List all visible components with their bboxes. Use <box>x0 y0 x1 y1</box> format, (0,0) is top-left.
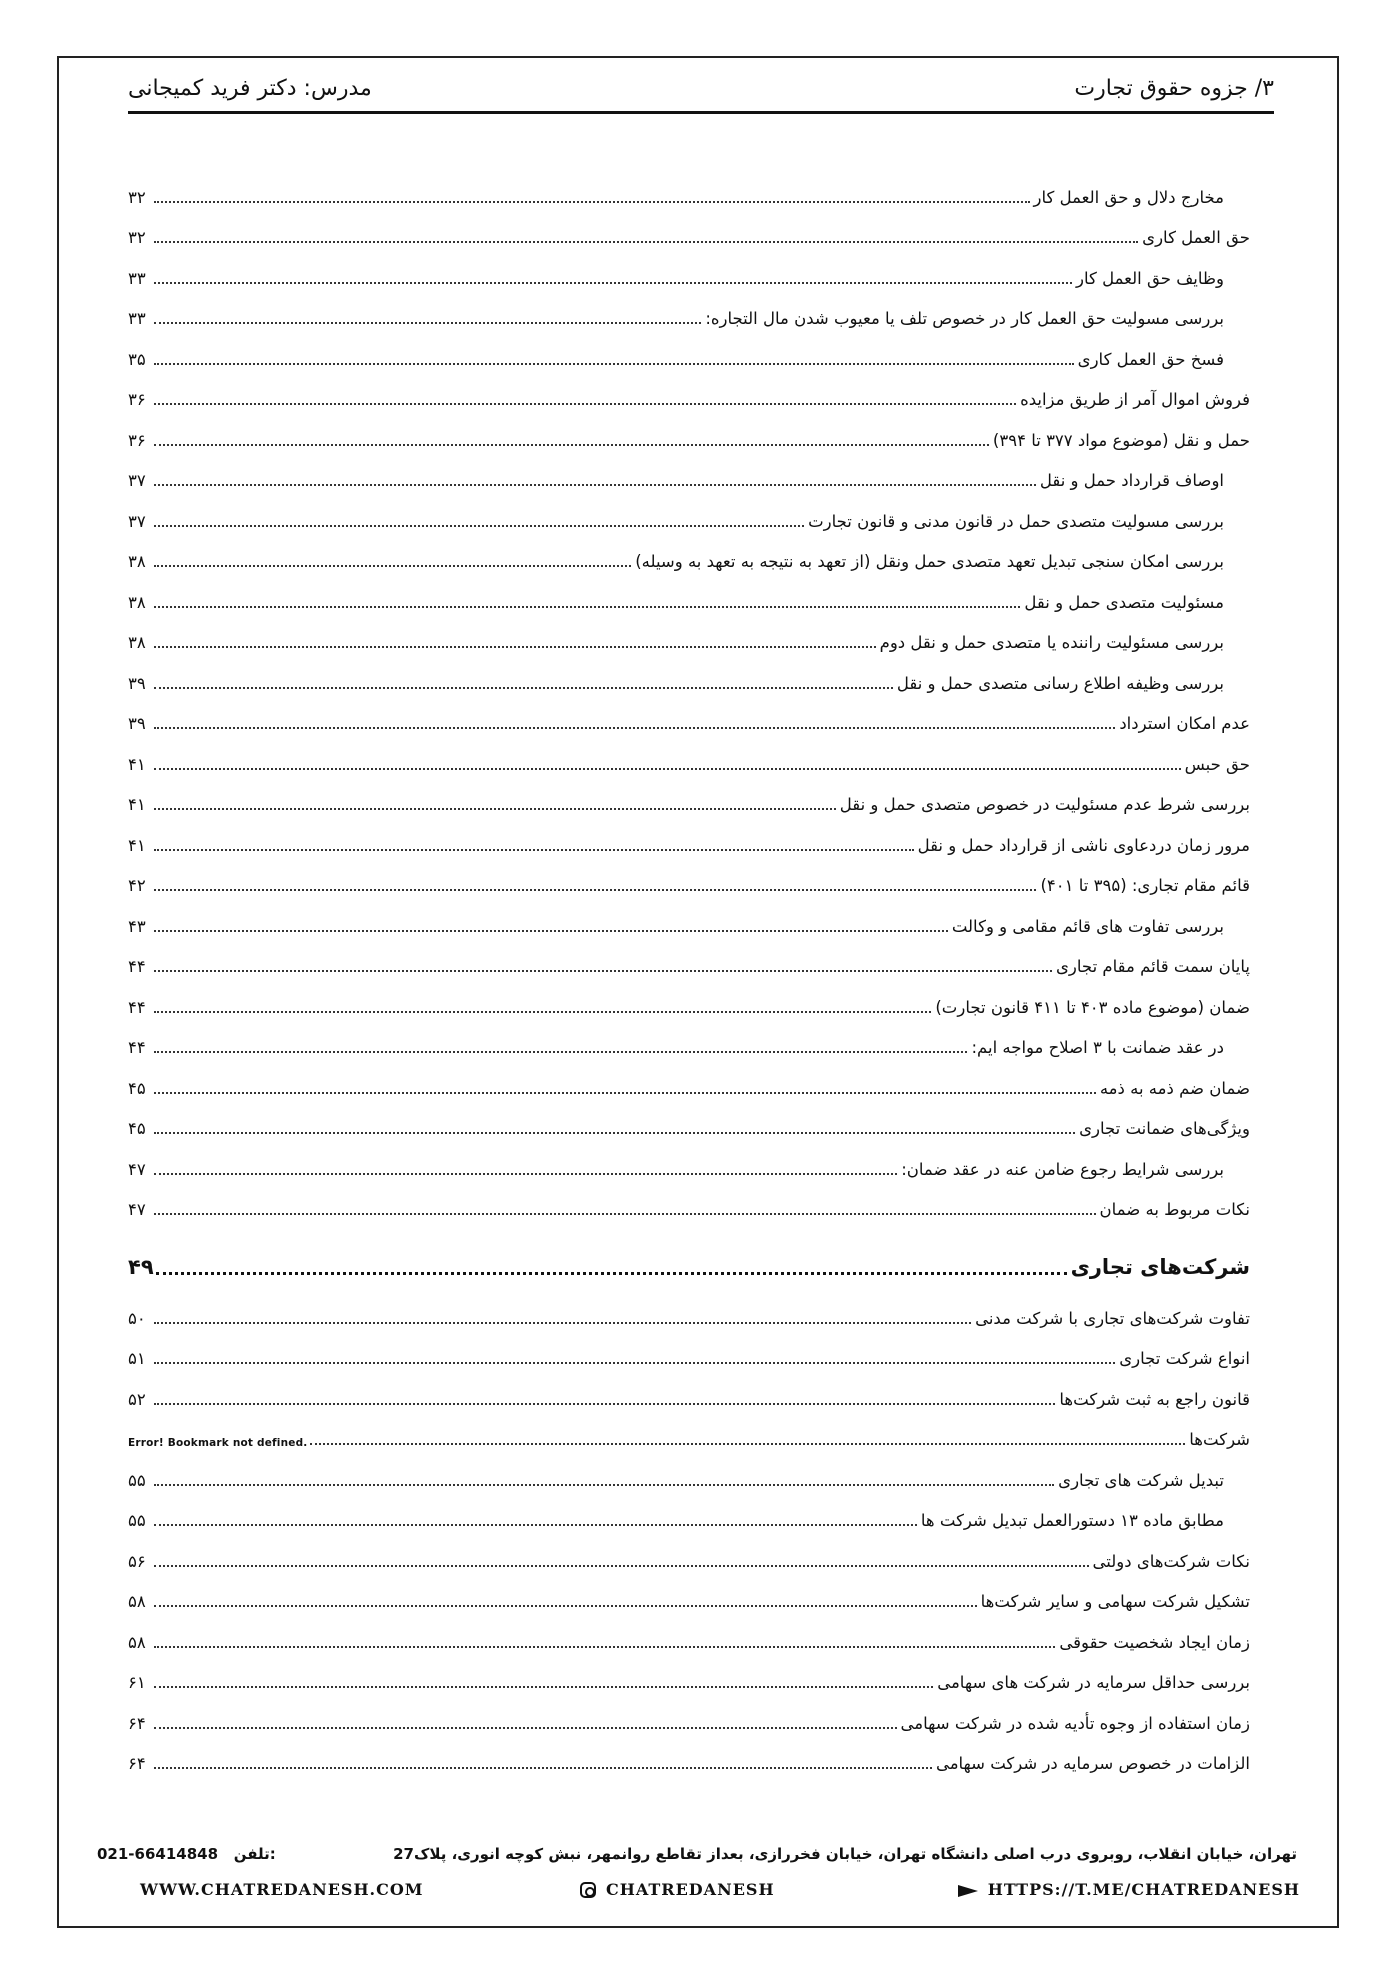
address-text: تهران، خیابان انقلاب، روبروی درب اصلی دانشگاه تهران، خیابان فخررازی، بعداز تقاطع روانمهر، نبش کوچه انوری، پلاک27 <box>393 1845 1297 1863</box>
toc-page-number: ۴۵ <box>128 1078 146 1098</box>
toc-entry[interactable] <box>128 1449 1250 1490</box>
toc-entry-title: پایان سمت قائم مقام تجاری <box>1056 957 1250 976</box>
toc-dot-leader <box>154 1464 1054 1486</box>
toc-entry[interactable] <box>128 1409 1250 1450</box>
toc-dot-leader <box>154 626 876 648</box>
toc-page-number: ۴۵ <box>128 1119 146 1138</box>
toc-entry[interactable] <box>128 1571 1250 1612</box>
toc-dot-leader <box>154 829 914 851</box>
toc-entry-title: شرکت‌ها <box>1189 1430 1250 1449</box>
toc-entry[interactable] <box>128 693 1250 734</box>
toc-dot-leader <box>310 1423 1186 1445</box>
toc-page-number: ۴۹ <box>128 1255 154 1279</box>
toc-dot-leader <box>154 869 1036 891</box>
toc-dot-leader <box>154 950 1052 972</box>
toc-page-number: ۳۹ <box>128 714 146 733</box>
toc-entry-title: وظایف حق العمل کار <box>1076 268 1224 288</box>
toc-entry[interactable] <box>128 490 1250 531</box>
toc-entry-title: ضمان ضم ذمه به ذمه <box>1099 1078 1250 1098</box>
toc-dot-leader <box>154 505 804 527</box>
toc-entry[interactable] <box>128 1328 1250 1369</box>
toc-entry-title: عدم امکان استرداد <box>1119 714 1250 733</box>
toc-section-heading[interactable] <box>128 1219 1250 1279</box>
toc-dot-leader <box>154 1666 933 1688</box>
toc-dot-leader <box>154 1153 897 1175</box>
toc-entry-title: زمان ایجاد شخصیت حقوقی <box>1059 1632 1250 1652</box>
toc-entry-title: حق حبس <box>1184 754 1250 774</box>
toc-page-number: ۵۶ <box>128 1551 146 1571</box>
toc-dot-leader <box>154 262 1072 284</box>
toc-dot-leader <box>154 788 836 810</box>
toc-entry-title: شرکت‌های تجاری <box>1070 1255 1250 1279</box>
toc-entry-title: بررسی وظیفه اطلاع رسانی متصدی حمل و نقل <box>896 673 1224 693</box>
toc-dot-leader <box>154 545 631 567</box>
toc-entry[interactable] <box>128 531 1250 572</box>
toc-page-number: ۳۲ <box>128 228 146 247</box>
toc-dot-leader <box>154 1193 1096 1215</box>
book-title: ۳/ جزوه حقوق تجارت <box>1074 76 1274 101</box>
toc-entry[interactable] <box>128 976 1250 1017</box>
toc-entry-title: بررسی مسولیت متصدی حمل در قانون مدنی و قانون تجارت <box>808 511 1224 531</box>
toc-entry-title: بررسی امکان سنجی تبدیل تعهد متصدی حمل ونقل (از تعهد به نتیجه به تعهد به وسیله) <box>635 552 1224 571</box>
telegram-icon <box>958 1883 978 1897</box>
toc-dot-leader <box>154 748 1181 770</box>
toc-page-number: ۳۶ <box>128 430 146 450</box>
toc-dot-leader <box>154 1585 977 1607</box>
instagram-link[interactable] <box>580 1880 775 1899</box>
toc-entry[interactable] <box>128 1138 1250 1179</box>
toc-entry[interactable] <box>128 855 1250 896</box>
toc-page-number: ۴۳ <box>128 916 146 936</box>
toc-page-number: ۵۸ <box>128 1592 146 1611</box>
toc-entry-title: حمل و نقل (موضوع مواد ۳۷۷ تا ۳۹۴) <box>992 430 1250 450</box>
toc-page-number: ۶۴ <box>128 1754 146 1773</box>
toc-dot-leader <box>154 464 1036 486</box>
toc-page-number: ۵۵ <box>128 1470 146 1490</box>
toc-dot-leader <box>154 181 1030 203</box>
toc-dot-leader <box>154 1112 1075 1134</box>
toc-entry[interactable] <box>128 814 1250 855</box>
toc-dot-leader <box>154 1072 1096 1094</box>
toc-entry[interactable] <box>128 1287 1250 1328</box>
toc-page-number: ۴۴ <box>128 1038 146 1057</box>
toc-entry-title: بررسی حداقل سرمایه در شرکت های سهامی <box>937 1673 1250 1692</box>
toc-dot-leader <box>154 1747 932 1769</box>
toc-dot-leader <box>154 586 1020 608</box>
footer-address <box>97 1845 1297 1863</box>
toc-page-number: ۳۳ <box>128 268 146 288</box>
toc-page-number: ۴۴ <box>128 957 146 976</box>
toc-dot-leader <box>154 1626 1055 1648</box>
page-header <box>128 72 1274 112</box>
toc-entry[interactable] <box>128 652 1250 693</box>
toc-entry[interactable] <box>128 733 1250 774</box>
toc-entry[interactable] <box>128 1179 1250 1220</box>
toc-entry[interactable] <box>128 328 1250 369</box>
toc-page-number: ۵۵ <box>128 1511 146 1530</box>
toc-entry-title: تبدیل شرکت های تجاری <box>1058 1470 1224 1490</box>
toc-entry[interactable] <box>128 936 1250 977</box>
toc-entry[interactable] <box>128 1692 1250 1733</box>
toc-dot-leader <box>154 1545 1089 1567</box>
toc-dot-leader <box>154 667 893 689</box>
toc-entry[interactable] <box>128 1017 1250 1058</box>
toc-page-number: ۳۸ <box>128 633 146 652</box>
toc-entry-title: مطابق ماده ۱۳ دستورالعمل تبدیل شرکت ها <box>920 1511 1224 1530</box>
toc-dot-leader <box>154 1707 897 1729</box>
toc-page-number: ۵۸ <box>128 1632 146 1652</box>
toc-dot-leader <box>154 302 701 324</box>
toc-entry[interactable] <box>128 1652 1250 1693</box>
toc-entry-title: انواع شرکت تجاری <box>1119 1349 1250 1368</box>
toc-entry-title: نکات شرکت‌های دولتی <box>1092 1551 1250 1571</box>
toc-entry-title: بررسی مسئولیت راننده یا متصدی حمل و نقل دوم <box>879 633 1224 652</box>
instagram-handle: CHATREDANESH <box>606 1880 775 1899</box>
telegram-link[interactable] <box>958 1880 1300 1899</box>
toc-entry-title: تشکیل شرکت سهامی و سایر شرکت‌ها <box>980 1592 1250 1611</box>
toc-dot-leader <box>154 1302 971 1324</box>
toc-entry-title: الزامات در خصوص سرمایه در شرکت سهامی <box>935 1754 1250 1773</box>
toc-dot-leader <box>154 1031 967 1053</box>
toc-entry[interactable] <box>128 1057 1250 1098</box>
phone-number[interactable]: 021-66414848 <box>97 1845 219 1863</box>
toc-entry-title: بررسی شرط عدم مسئولیت در خصوص متصدی حمل و نقل <box>839 795 1250 814</box>
toc-entry[interactable] <box>128 450 1250 491</box>
toc-entry[interactable] <box>128 166 1250 207</box>
toc-page-number: ۵۱ <box>128 1349 146 1368</box>
toc-dot-leader <box>154 383 1016 405</box>
toc-page-number: ۳۷ <box>128 511 146 531</box>
toc-entry-title: مخارج دلال و حق العمل کار <box>1033 187 1224 207</box>
table-of-contents <box>128 166 1250 1773</box>
phone-label: تلفن: <box>233 1845 276 1863</box>
toc-entry-title: مرور زمان دردعاوی ناشی از قرارداد حمل و نقل <box>917 835 1250 855</box>
toc-page-number: ۶۴ <box>128 1713 146 1733</box>
toc-page-number: ۵۰ <box>128 1308 146 1328</box>
toc-entry[interactable] <box>128 1530 1250 1571</box>
toc-entry[interactable] <box>128 1098 1250 1139</box>
toc-page-number: ۴۱ <box>128 795 146 814</box>
toc-page-number: ۳۷ <box>128 471 146 490</box>
toc-entry[interactable] <box>128 1490 1250 1531</box>
website-link[interactable]: WWW.CHATREDANESH.COM <box>140 1880 424 1899</box>
toc-entry[interactable] <box>128 409 1250 450</box>
toc-entry[interactable] <box>128 1611 1250 1652</box>
toc-page-number: ۴۷ <box>128 1200 146 1219</box>
toc-page-number: ۳۸ <box>128 592 146 612</box>
toc-entry-title: ویژگی‌های ضمانت تجاری <box>1079 1119 1250 1138</box>
toc-entry-title: زمان استفاده از وجوه تأدیه شده در شرکت سهامی <box>900 1713 1250 1733</box>
toc-dot-leader <box>154 1504 917 1526</box>
toc-page-number: ۴۱ <box>128 754 146 774</box>
toc-entry-title: بررسی مسولیت حق العمل کار در خصوص تلف یا معیوب شدن مال التجاره: <box>705 309 1224 328</box>
toc-entry-title: در عقد ضمانت با ۳ اصلاح مواجه ایم: <box>971 1038 1224 1057</box>
toc-entry-title: بررسی شرایط رجوع ضامن عنه در عقد ضمان: <box>901 1159 1224 1179</box>
toc-page-number: ۳۹ <box>128 673 146 693</box>
toc-entry[interactable] <box>128 774 1250 815</box>
header-rule <box>128 111 1274 114</box>
telegram-url: HTTPS://T.ME/CHATREDANESH <box>987 1880 1300 1899</box>
toc-entry-title: قانون راجع به ثبت شرکت‌ها <box>1059 1389 1250 1409</box>
toc-page-number: ۳۵ <box>128 349 146 369</box>
toc-dot-leader <box>154 424 989 446</box>
toc-entry[interactable] <box>128 369 1250 410</box>
toc-entry-title: نکات مربوط به ضمان <box>1099 1200 1250 1219</box>
toc-entry[interactable] <box>128 571 1250 612</box>
toc-page-number: ۳۸ <box>128 552 146 571</box>
toc-entry-title: بررسی تفاوت های قائم مقامی و وکالت <box>951 916 1224 936</box>
toc-entry-title: اوصاف قرارداد حمل و نقل <box>1039 471 1224 490</box>
toc-page-number: ۵۲ <box>128 1389 146 1409</box>
instagram-icon <box>580 1882 596 1898</box>
toc-entry-title: فروش اموال آمر از طریق مزایده <box>1020 390 1250 409</box>
toc-page-number: ۴۷ <box>128 1159 146 1179</box>
toc-entry[interactable] <box>128 1368 1250 1409</box>
phone-block <box>97 1845 276 1863</box>
toc-page-number: Error! Bookmark not defined. <box>128 1437 308 1449</box>
toc-entry[interactable] <box>128 288 1250 329</box>
toc-dot-leader <box>154 1383 1055 1405</box>
toc-entry[interactable] <box>128 247 1250 288</box>
toc-entry-title: قائم مقام تجاری: (۳۹۵ تا ۴۰۱) <box>1040 876 1250 895</box>
toc-page-number: ۴۴ <box>128 997 146 1017</box>
toc-dot-leader <box>154 343 1074 365</box>
toc-entry-title: حق العمل کاری <box>1142 228 1250 247</box>
toc-page-number: ۴۲ <box>128 876 146 895</box>
toc-page-number: ۴۱ <box>128 835 146 855</box>
toc-entry-title: فسخ حق العمل کاری <box>1077 349 1224 369</box>
toc-dot-leader <box>154 991 931 1013</box>
toc-page-number: ۳۳ <box>128 309 146 328</box>
toc-dot-leader <box>154 910 948 932</box>
toc-page-number: ۳۶ <box>128 390 146 409</box>
toc-entry[interactable] <box>128 1733 1250 1774</box>
toc-page-number: ۶۱ <box>128 1673 146 1692</box>
toc-dot-leader <box>156 1252 1067 1275</box>
toc-entry-title: تفاوت شرکت‌های تجاری با شرکت مدنی <box>975 1308 1250 1328</box>
toc-entry[interactable] <box>128 895 1250 936</box>
lecturer-name: مدرس: دکتر فرید کمیجانی <box>128 76 372 101</box>
toc-entry[interactable] <box>128 207 1250 248</box>
footer-links <box>140 1880 1300 1910</box>
toc-entry[interactable] <box>128 612 1250 653</box>
toc-entry-title: مسئولیت متصدی حمل و نقل <box>1024 592 1224 612</box>
toc-entry-title: ضمان (موضوع ماده ۴۰۳ تا ۴۱۱ قانون تجارت) <box>935 997 1250 1017</box>
toc-dot-leader <box>154 221 1138 243</box>
toc-page-number: ۳۲ <box>128 187 146 207</box>
toc-dot-leader <box>154 1342 1115 1364</box>
toc-dot-leader <box>154 707 1115 729</box>
